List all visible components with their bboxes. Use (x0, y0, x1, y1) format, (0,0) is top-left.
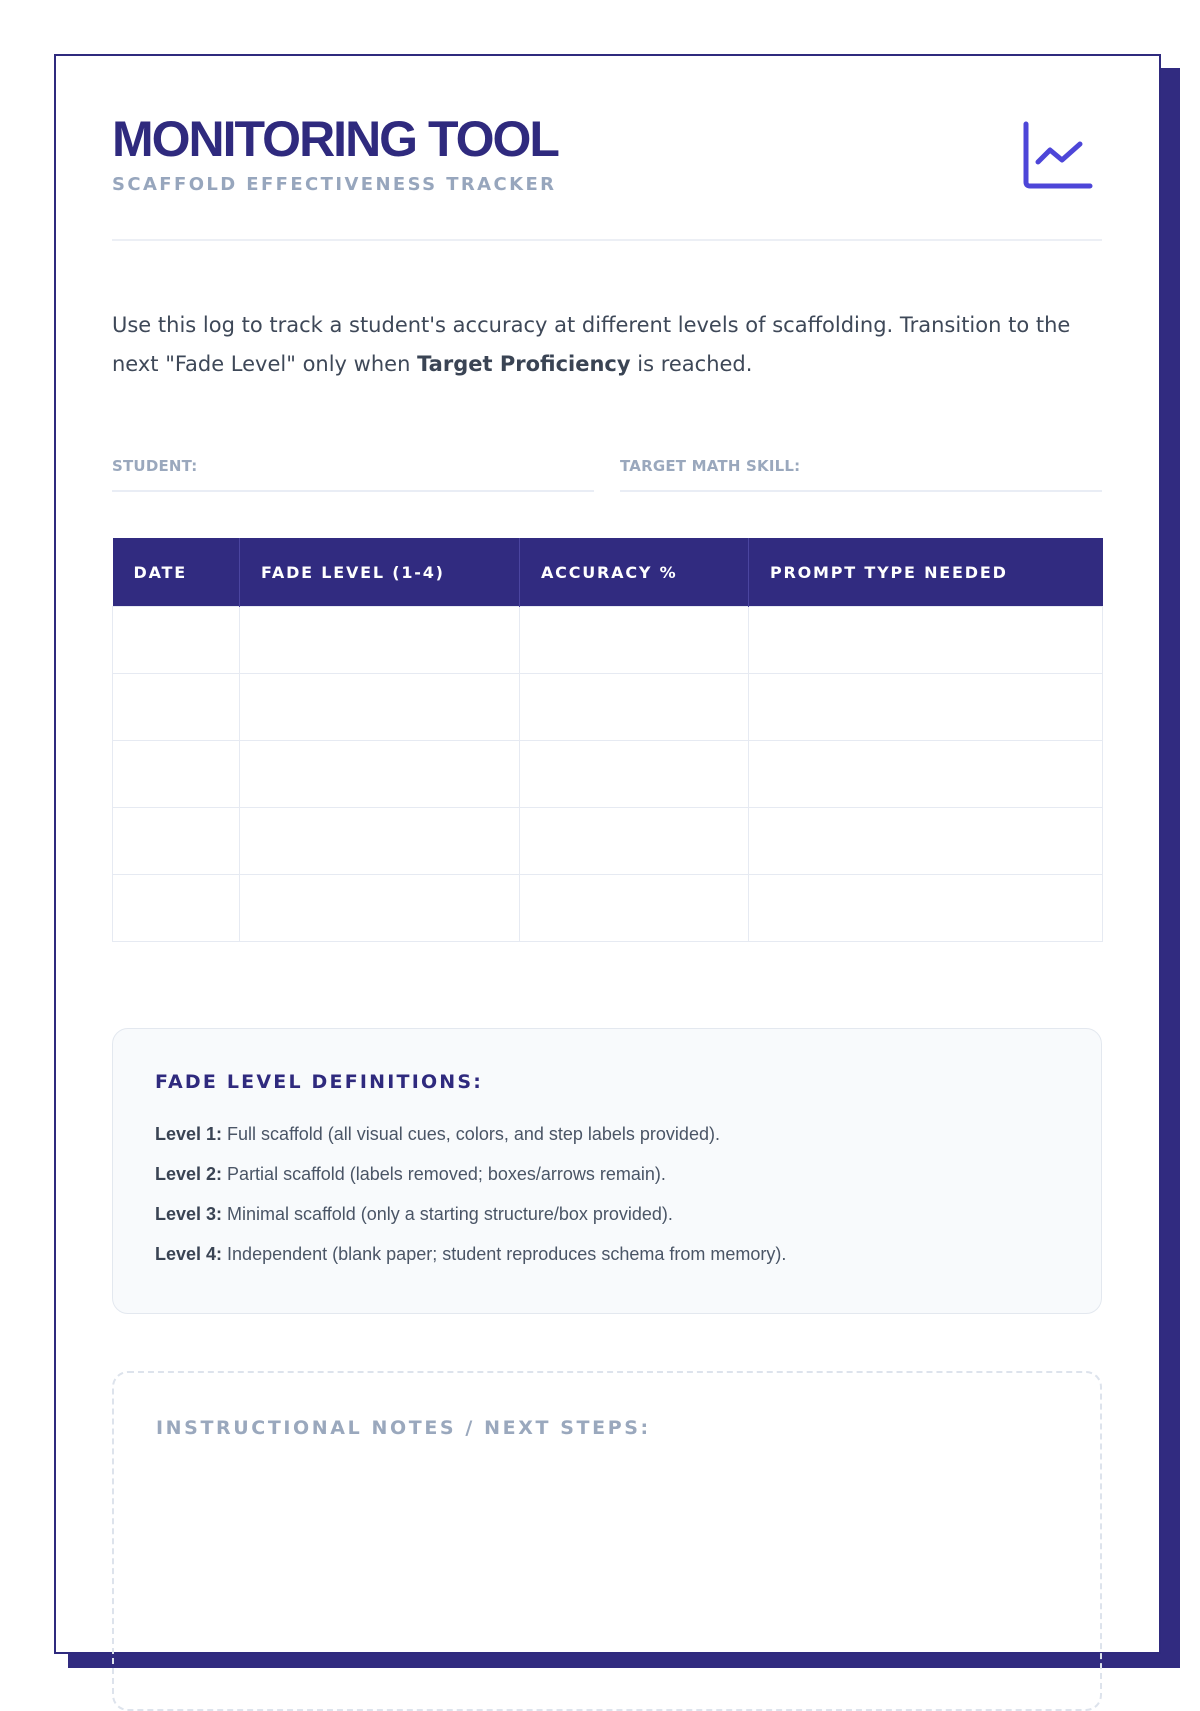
table-cell[interactable] (240, 875, 520, 942)
table-row (113, 808, 1103, 875)
instructional-notes-area[interactable] (112, 1371, 1102, 1711)
notes-title: INSTRUCTIONAL NOTES / NEXT STEPS: (156, 1417, 651, 1439)
table-cell[interactable] (113, 607, 240, 674)
intro-paragraph (112, 306, 1102, 384)
worksheet-card (54, 54, 1161, 1654)
table-cell[interactable] (240, 741, 520, 808)
table-cell[interactable] (240, 607, 520, 674)
table-cell[interactable] (240, 674, 520, 741)
column-header-prompt-type: PROMPT TYPE NEEDED (749, 538, 1103, 607)
table-cell[interactable] (749, 875, 1103, 942)
definition-text: Partial scaffold (labels removed; boxes/arrows remain). (222, 1164, 666, 1184)
table-cell[interactable] (749, 674, 1103, 741)
column-header-date: DATE (113, 538, 240, 607)
target-skill-label: TARGET MATH SKILL: (620, 457, 801, 475)
definition-item-level-2 (155, 1163, 1059, 1185)
table-cell[interactable] (240, 808, 520, 875)
table-cell[interactable] (520, 674, 749, 741)
table-header-row (113, 538, 1103, 607)
line-chart-icon (1022, 120, 1094, 192)
intro-emphasis: Target Proficiency (417, 352, 631, 376)
table-row (113, 607, 1103, 674)
intro-text-after: is reached. (630, 352, 753, 376)
definitions-title: FADE LEVEL DEFINITIONS: (155, 1071, 484, 1093)
student-field[interactable] (112, 456, 594, 492)
fade-level-definitions-panel (112, 1028, 1102, 1314)
page-title: MONITORING TOOL (112, 111, 558, 167)
definition-text: Minimal scaffold (only a starting structure/box provided). (222, 1204, 673, 1224)
table-cell[interactable] (749, 808, 1103, 875)
monitoring-log-table (112, 538, 1103, 942)
table-cell[interactable] (113, 741, 240, 808)
table-cell[interactable] (520, 808, 749, 875)
definition-text: Full scaffold (all visual cues, colors, and step labels provided). (222, 1124, 720, 1144)
definition-level: Level 1: (155, 1124, 223, 1144)
definition-item-level-4 (155, 1243, 1059, 1265)
definition-item-level-3 (155, 1203, 1059, 1225)
target-skill-field[interactable] (620, 456, 1102, 492)
table-cell[interactable] (113, 808, 240, 875)
table-cell[interactable] (520, 875, 749, 942)
table-cell[interactable] (520, 741, 749, 808)
table-cell[interactable] (520, 607, 749, 674)
table-cell[interactable] (113, 674, 240, 741)
table-row (113, 875, 1103, 942)
definition-level: Level 3: (155, 1204, 223, 1224)
definition-text: Independent (blank paper; student reproduces schema from memory). (222, 1244, 787, 1264)
student-label: STUDENT: (112, 457, 198, 475)
definition-item-level-1 (155, 1123, 1059, 1145)
column-header-accuracy: ACCURACY % (520, 538, 749, 607)
definition-level: Level 2: (155, 1164, 223, 1184)
intro-text-before: Use this log to track a student's accuracy at different levels of scaffolding. Transition to the next "Fade Level" only when (112, 313, 1071, 376)
column-header-fade-level: FADE LEVEL (1-4) (240, 538, 520, 607)
table-row (113, 741, 1103, 808)
table-row (113, 674, 1103, 741)
table-cell[interactable] (749, 607, 1103, 674)
table-cell[interactable] (113, 875, 240, 942)
definition-level: Level 4: (155, 1244, 223, 1264)
header-divider (112, 239, 1102, 241)
page-subtitle: SCAFFOLD EFFECTIVENESS TRACKER (112, 174, 557, 195)
table-cell[interactable] (749, 741, 1103, 808)
